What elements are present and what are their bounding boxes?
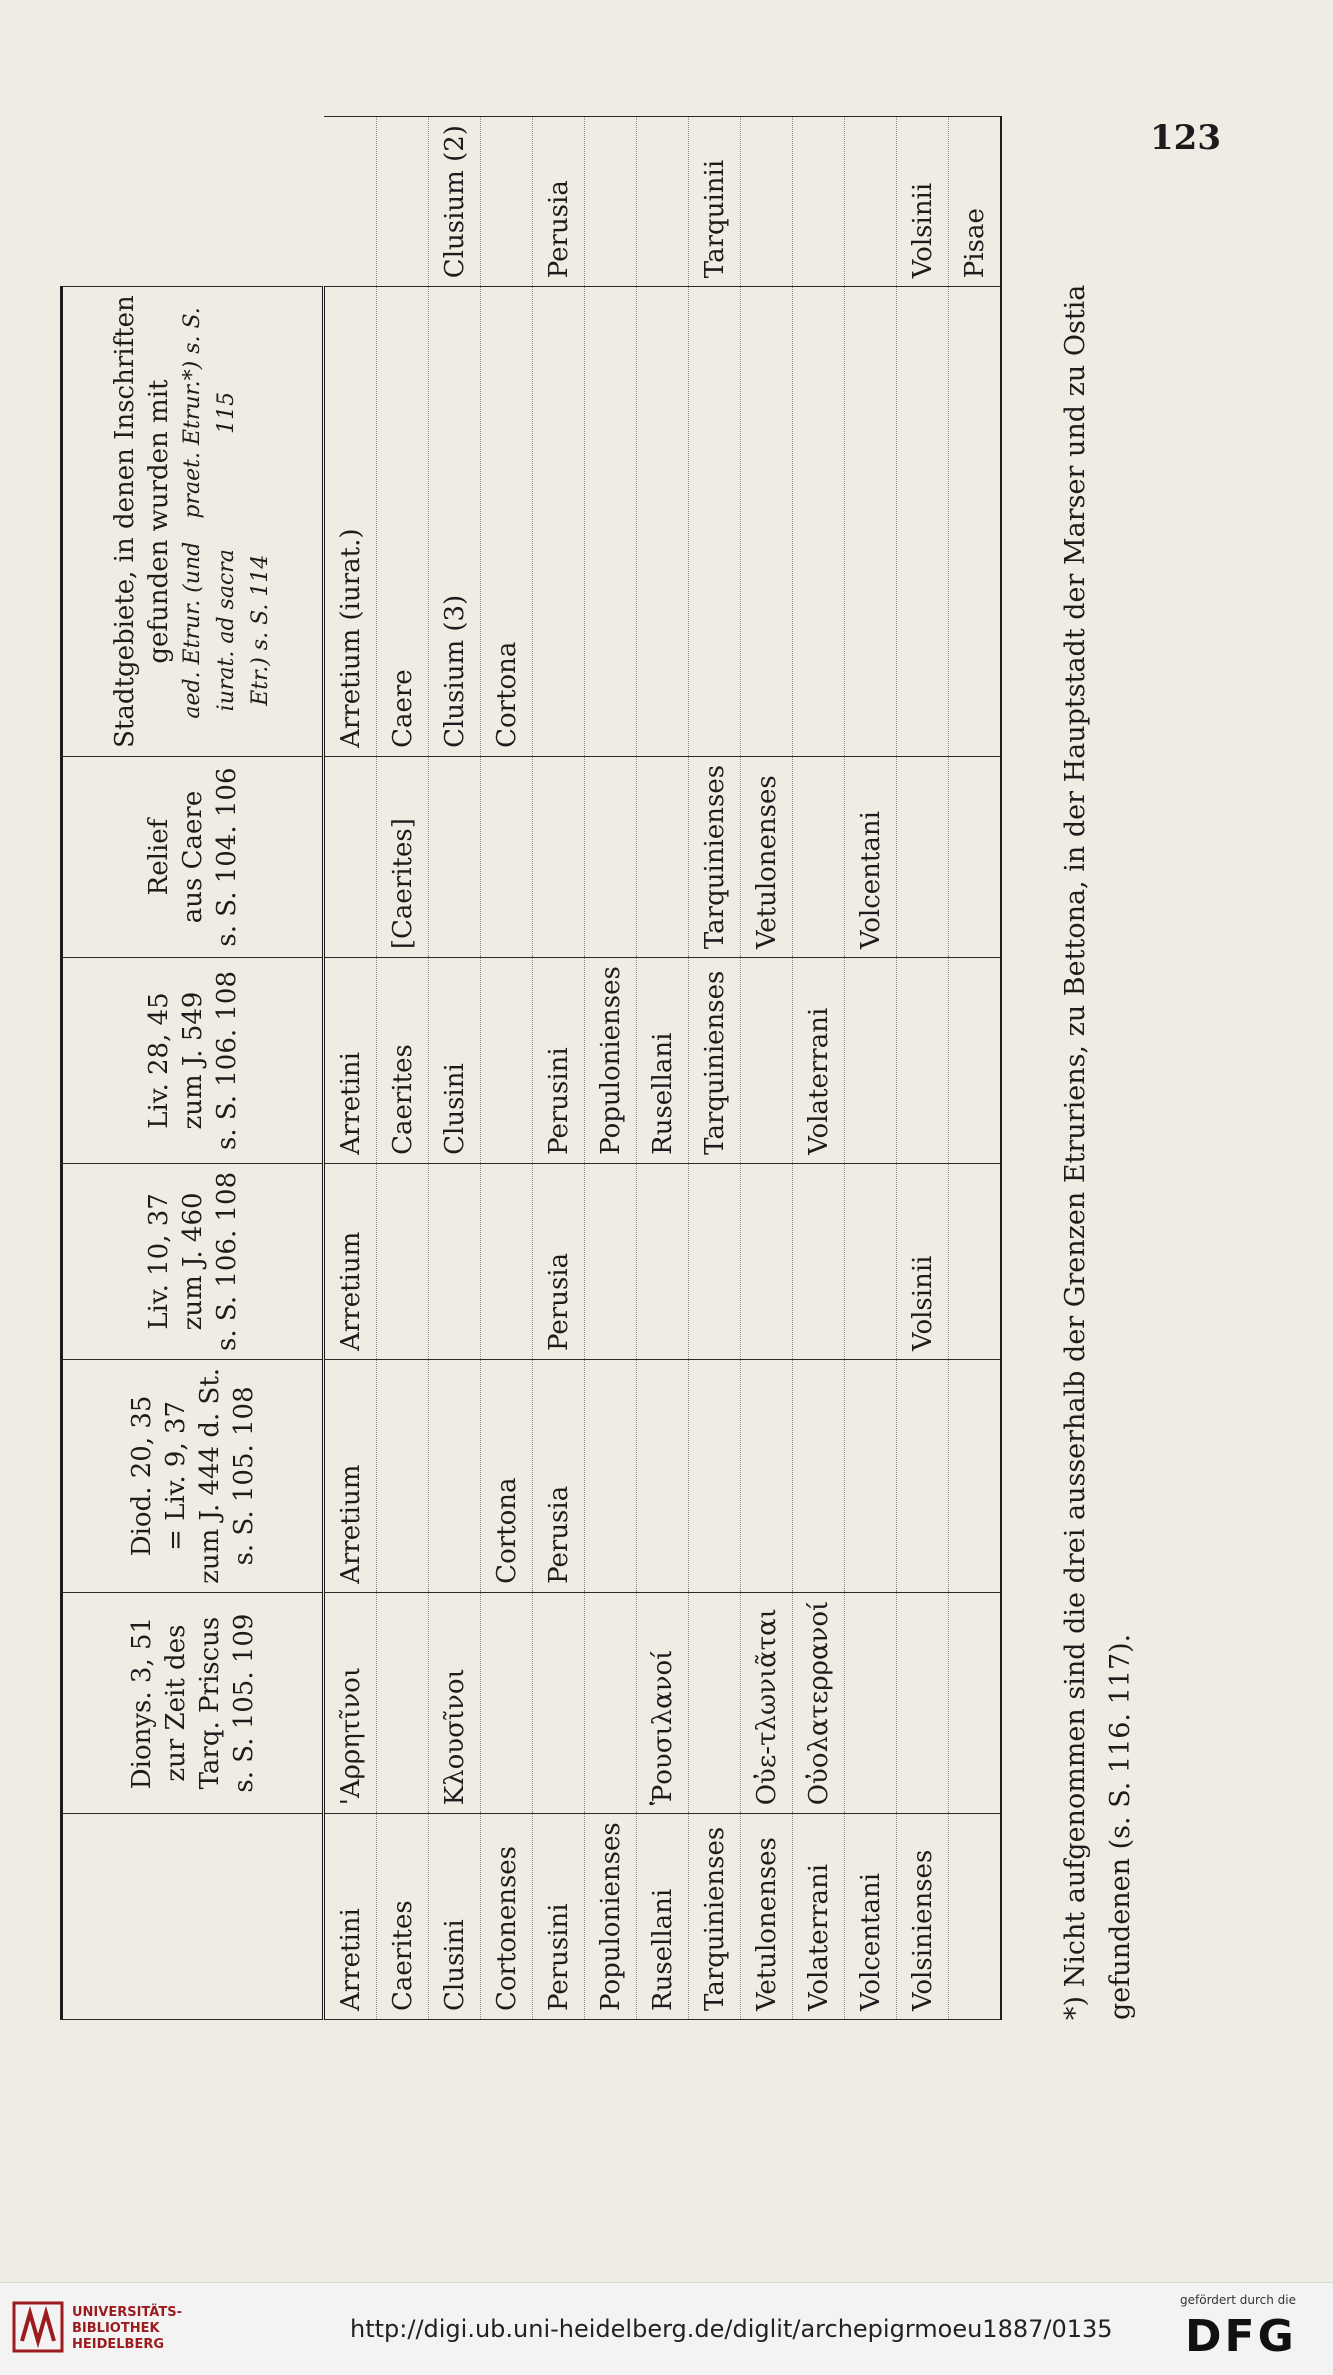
university-logo-icon (12, 2301, 64, 2353)
table-cell (741, 1163, 793, 1359)
table-cell (949, 1814, 1002, 2020)
header-cell (62, 1163, 324, 1359)
table-row (637, 117, 689, 2020)
header-line: Relief (143, 818, 174, 896)
table-cell (949, 756, 1002, 957)
table-cell: Volcentani (845, 756, 897, 957)
table-cell (949, 1359, 1002, 1592)
table-cell (377, 117, 429, 287)
table-row (793, 117, 845, 2020)
header-line: s. S. 105. 109 (228, 1613, 259, 1793)
header-cell (62, 287, 324, 757)
header-cell (62, 958, 324, 1164)
table-cell: Tarquinienses (689, 1814, 741, 2020)
table-cell (585, 1163, 637, 1359)
table-cell: Cortona (481, 287, 533, 757)
table-cell: Volsinii (897, 117, 949, 287)
table-cell (481, 756, 533, 957)
footnote-line-1: *) Nicht aufgenommen sind die drei ausserhalb der Grenzen Etruriens, zu Bettona, in der Hauptstadt der Marser und zu Ostia (1060, 284, 1091, 2020)
header-cell (62, 1359, 324, 1592)
header-line: zum J. 444 d. St. (194, 1367, 225, 1584)
table-cell: Populonienses (585, 1814, 637, 2020)
table-cell (481, 1163, 533, 1359)
table-cell (637, 756, 689, 957)
table-cell: Οὐε-τλωνιᾶται (741, 1592, 793, 1813)
table-cell: Tarquinienses (689, 958, 741, 1164)
table-cell (533, 756, 585, 957)
table-cell: Pisae (949, 117, 1002, 287)
table-cell (585, 117, 637, 287)
sponsor-label: gefördert durch die (1180, 2293, 1296, 2307)
table-cell: Arretini (324, 958, 377, 1164)
header-line: praet. Etrur.*) s. S. 115 (179, 307, 239, 519)
header-line: Tarq. Priscus (194, 1616, 225, 1790)
table-row (949, 117, 1002, 2020)
footnote-line-2: gefundenen (s. S. 116. 117). (1105, 1633, 1136, 2020)
table-cell: Arretium (324, 1163, 377, 1359)
table-cell (741, 958, 793, 1164)
table-cell: Arretini (324, 1814, 377, 2020)
bottom-bar (0, 2282, 1333, 2375)
table-cell: Tarquinii (689, 117, 741, 287)
table-cell: Caerites (377, 1814, 429, 2020)
table-cell (897, 287, 949, 757)
table-cell (741, 287, 793, 757)
table-cell: Clusium (2) (429, 117, 481, 287)
table-cell (949, 1163, 1002, 1359)
table-row (429, 117, 481, 2020)
table-header-row (62, 117, 324, 2020)
table-row (689, 117, 741, 2020)
table-row (377, 117, 429, 2020)
table-cell (949, 287, 1002, 757)
table-cell (897, 756, 949, 957)
header-line: zum J. 549 (177, 991, 208, 1130)
header-line: Liv. 10, 37 (143, 1193, 174, 1330)
table-cell (689, 1592, 741, 1813)
table-cell: Rusellani (637, 1814, 689, 2020)
rotated-content (20, 0, 1200, 2160)
table-row (324, 117, 377, 2020)
table-cell (481, 958, 533, 1164)
table-cell (793, 287, 845, 757)
header-cell (62, 756, 324, 957)
table-cell (793, 117, 845, 287)
header-line: gefunden wurden mit (143, 379, 174, 664)
library-name: UNIVERSITÄTS- BIBLIOTHEK HEIDELBERG (72, 2305, 182, 2352)
table-cell (741, 117, 793, 287)
table-cell (533, 1592, 585, 1813)
table-cell: Ῥουσιλανοί (637, 1592, 689, 1813)
table-cell: Volaterrani (793, 1814, 845, 2020)
table-cell (585, 756, 637, 957)
table-cell: Volcentani (845, 1814, 897, 2020)
table-cell (793, 1163, 845, 1359)
table-cell (481, 1592, 533, 1813)
table-cell (585, 1592, 637, 1813)
table-cell (741, 1359, 793, 1592)
table-cell: Clusini (429, 1814, 481, 2020)
table-cell: 'Αρρητῖνοι (324, 1592, 377, 1813)
table-cell: Perusini (533, 958, 585, 1164)
table-cell (637, 1163, 689, 1359)
table-cell (533, 287, 585, 757)
table-row (481, 117, 533, 2020)
table-cell: Volsinii (897, 1163, 949, 1359)
table-cell (845, 287, 897, 757)
table-cell: Populonienses (585, 958, 637, 1164)
data-table (60, 116, 1002, 2020)
page-number: 123 (1150, 118, 1221, 158)
header-line: zur Zeit des (160, 1624, 191, 1782)
table-cell (585, 287, 637, 757)
table-cell (377, 1592, 429, 1813)
table-cell: Rusellani (637, 958, 689, 1164)
table-cell (377, 1163, 429, 1359)
table-cell (324, 756, 377, 957)
table-cell: Clusium (3) (429, 287, 481, 757)
header-line: Dionys. 3, 51 (126, 1616, 157, 1790)
table-cell: Arretium (324, 1359, 377, 1592)
header-cell (62, 1592, 324, 1813)
header-line: = Liv. 9, 37 (160, 1400, 191, 1551)
header-line: Stadtgebiete, in denen Inschriften (109, 295, 140, 748)
table-cell (637, 117, 689, 287)
table-cell (793, 756, 845, 957)
table-cell (377, 1359, 429, 1592)
header-line: s. S. 104. 106 (211, 767, 242, 947)
table-cell (429, 1163, 481, 1359)
header-line: s. S. 105. 108 (228, 1386, 259, 1566)
table-cell: Perusia (533, 1359, 585, 1592)
header-cell (62, 1814, 324, 2020)
table-cell (845, 117, 897, 287)
table-cell (949, 1592, 1002, 1813)
table-cell (429, 756, 481, 957)
table-row (741, 117, 793, 2020)
dfg-logo: DFG (1185, 2311, 1297, 2362)
table-cell: Arretium (iurat.) (324, 287, 377, 757)
table-row (897, 117, 949, 2020)
table-cell (429, 1359, 481, 1592)
table-cell (324, 117, 377, 287)
table-cell (481, 117, 533, 287)
table-row (845, 117, 897, 2020)
table-cell: Vetulonenses (741, 1814, 793, 2020)
table-cell: Perusini (533, 1814, 585, 2020)
table-cell (845, 958, 897, 1164)
header-line: Diod. 20, 35 (126, 1395, 157, 1557)
table-cell: Volsinienses (897, 1814, 949, 2020)
table-cell (793, 1359, 845, 1592)
table-row (533, 117, 585, 2020)
table-cell (585, 1359, 637, 1592)
header-line: aed. Etrur. (und iurat. ad sacra Etr.) s. S. 114 (179, 541, 273, 719)
table-cell: Perusia (533, 117, 585, 287)
table-cell: Caere (377, 287, 429, 757)
table-cell: Perusia (533, 1163, 585, 1359)
table-cell (897, 1359, 949, 1592)
table-cell (637, 287, 689, 757)
header-line: s. S. 106. 108 (211, 970, 242, 1151)
table-cell: Caerites (377, 958, 429, 1164)
table-cell (897, 1592, 949, 1813)
header-line: Liv. 28, 45 (143, 992, 174, 1129)
table-cell: Tarquinienses (689, 756, 741, 957)
table-cell (845, 1359, 897, 1592)
table-cell (845, 1163, 897, 1359)
header-line: aus Caere (177, 790, 208, 924)
table-cell (689, 287, 741, 757)
table-cell: [Caerites] (377, 756, 429, 957)
table-cell (897, 958, 949, 1164)
table-cell: Vetulonenses (741, 756, 793, 957)
header-line: s. S. 106. 108 (211, 1171, 242, 1351)
table-cell: Οὐολατερρανοί (793, 1592, 845, 1813)
table-cell: Cortonenses (481, 1814, 533, 2020)
table-cell: Clusini (429, 958, 481, 1164)
header-line: zum J. 460 (177, 1192, 208, 1331)
table-cell (949, 958, 1002, 1164)
page-url-link[interactable]: http://digi.ub.uni-heidelberg.de/diglit/archepigrmoeu1887/0135 (350, 2315, 1113, 2343)
table-cell (689, 1163, 741, 1359)
table-cell (845, 1592, 897, 1813)
table-row (585, 117, 637, 2020)
table-cell: Cortona (481, 1359, 533, 1592)
table-cell: Volaterrani (793, 958, 845, 1164)
table-cell (689, 1359, 741, 1592)
table-cell (637, 1359, 689, 1592)
table-cell: Κλουσῖνοι (429, 1592, 481, 1813)
